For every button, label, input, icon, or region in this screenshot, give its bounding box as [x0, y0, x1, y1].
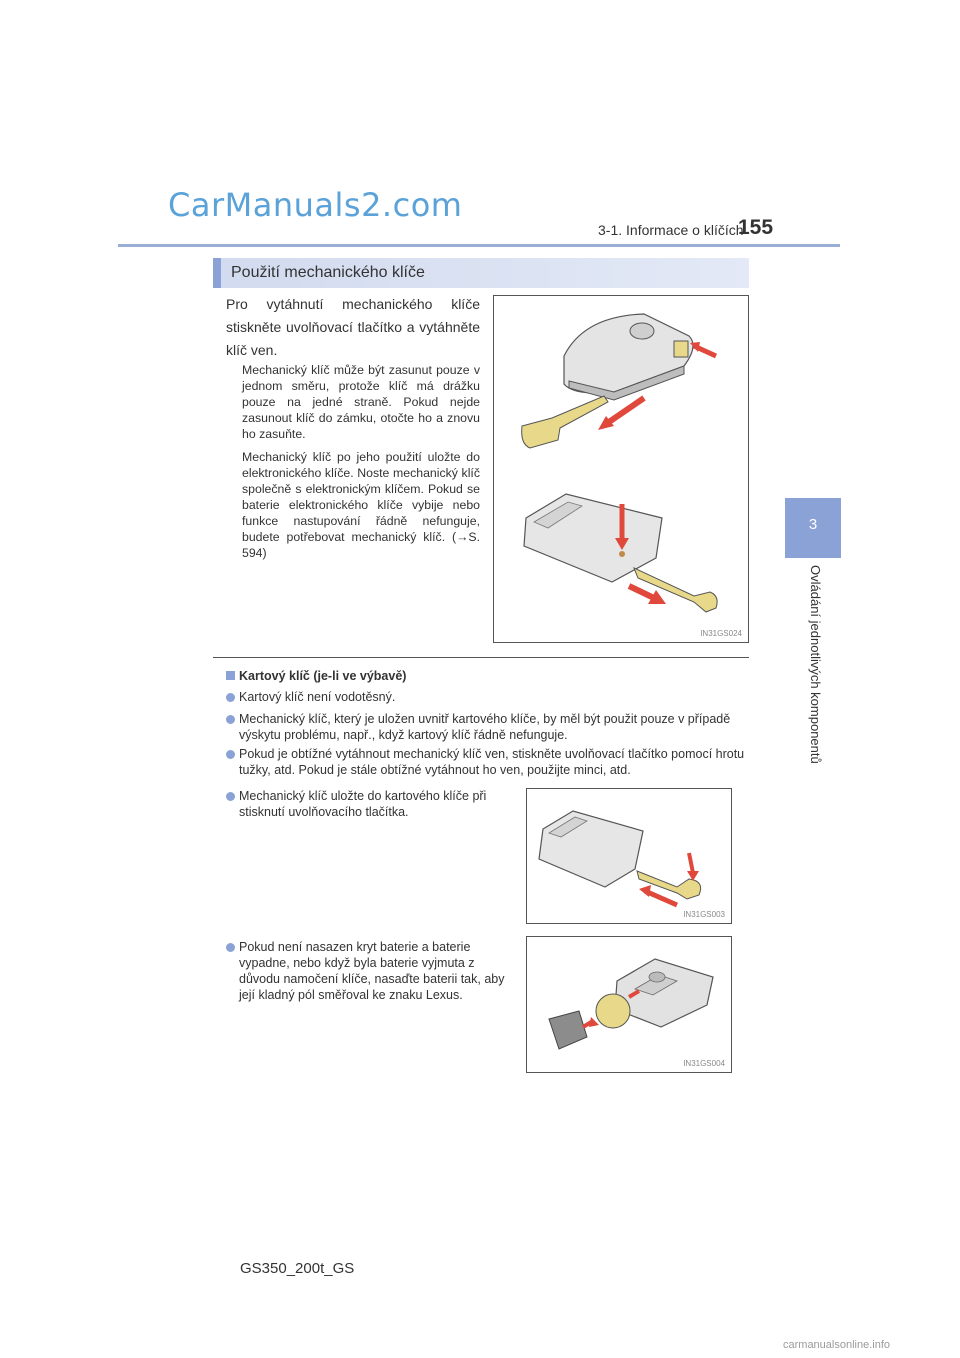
bullet-item: Pokud není nasazen kryt baterie a baterie vypadne, nebo když byla baterie vyjmuta z důvodu namočení klíče, nasaďte baterii tak, aby její kladný pól směřoval ke znaku Lexus. — [226, 939, 518, 1003]
figure-code: IN31GS003 — [683, 910, 725, 919]
figure-key-removal — [493, 295, 749, 643]
chapter-tab-number: 3 — [808, 516, 818, 533]
square-bullet-icon — [226, 671, 235, 680]
bullet-icon — [226, 750, 235, 759]
divider — [213, 657, 749, 658]
section-heading: Použití mechanického klíče — [213, 258, 749, 288]
watermark-logo-top: CarManuals2.com — [168, 186, 463, 224]
card-key-heading: Kartový klíč (je-li ve výbavě) — [226, 669, 406, 683]
bullet-item: Mechanický klíč uložte do kartového klíče při stisknutí uvolňovacího tlačítka. — [226, 788, 518, 820]
figure-code: IN31GS024 — [700, 629, 742, 638]
bullet-item: Kartový klíč není vodotěsný. — [226, 689, 750, 705]
bullet-item: Pokud je obtížné vytáhnout mechanický klíč ven, stiskněte uvolňovací tlačítko pomocí hrotu tužky, atd. Pokud je stále obtížné vytáhnout ho ven, použijte minci, atd. — [226, 746, 750, 778]
note-paragraph-2: Mechanický klíč po jeho použití uložte do elektronického klíče. Noste mechanický klíč společně s elektronickým klíčem. Pokud se baterie elektronického klíče vybije nebo funkce nastupování řádně nefunguje, budete potřebovat mechanický klíč. (→S. 594) — [242, 450, 480, 560]
figure-battery-insert — [526, 936, 732, 1073]
bullet-icon — [226, 715, 235, 724]
bullet-icon — [226, 792, 235, 801]
page-number: 155 — [738, 216, 774, 239]
figure-key-storing — [526, 788, 732, 924]
card-key-illustration — [527, 789, 731, 923]
bullet-item: Mechanický klíč, který je uložen uvnitř kartového klíče, by měl být použit pouze v případě výskytu problému, např., když kartový klíč řádně nefunguje. — [226, 711, 750, 743]
key-illustration — [494, 296, 748, 642]
battery-illustration — [527, 937, 731, 1072]
figure-code: IN31GS004 — [683, 1059, 725, 1068]
header-rule — [118, 244, 840, 247]
section-title: 3-1. Informace o klíčích — [598, 222, 744, 238]
footer-model-code: GS350_200t_GS — [240, 1260, 355, 1277]
bullet-icon — [226, 693, 235, 702]
watermark-bottom: carmanualsonline.info — [783, 1339, 891, 1351]
note-paragraph-1: Mechanický klíč může být zasunut pouze v jednom směru, protože klíč má drážku pouze na jedné straně. Pokud nejde zasunout klíč do zámku, otočte ho a znovu ho zasuňte. — [242, 363, 480, 441]
intro-paragraph: Pro vytáhnutí mechanického klíče stiskněte uvolňovací tlačítko a vytáhněte klíč ven. — [226, 296, 480, 358]
chapter-tab-title: Ovládání jednotlivých komponentů — [808, 565, 823, 764]
bullet-icon — [226, 943, 235, 952]
